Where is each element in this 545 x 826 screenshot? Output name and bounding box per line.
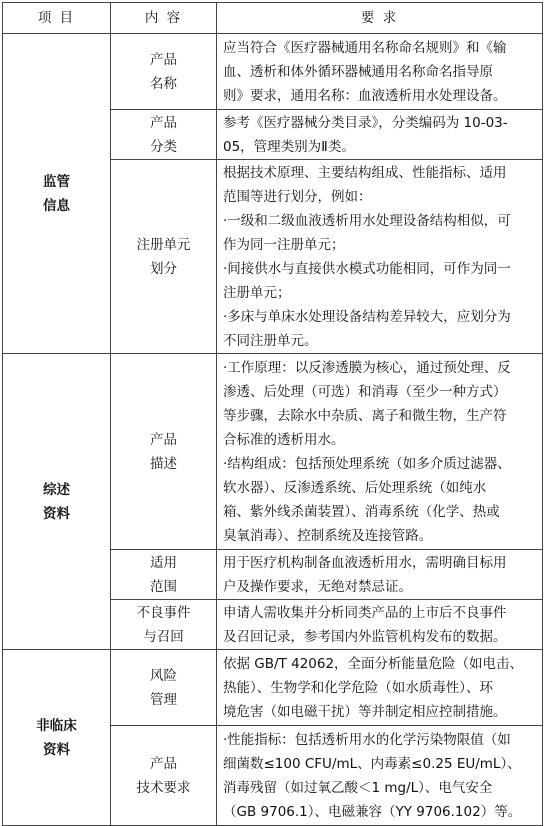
requirement-cell: [217, 34, 543, 110]
category-label-line: 监管: [43, 173, 70, 190]
header-requirement: 要 求: [217, 3, 543, 34]
category-label-line: 资料: [43, 741, 70, 758]
subitem-cell: [111, 650, 217, 726]
requirement-line: 根据技术原理、主要结构组成、性能指标、适用: [223, 164, 507, 181]
requirement-line: 不同注册单元。: [223, 332, 318, 349]
subitem-label-line: 不良事件: [136, 604, 191, 621]
requirement-line: 箱、紫外线杀菌装置）、消毒系统（化学、热或: [223, 503, 500, 520]
requirement-line: 渗透、后处理（可选）和消毒（至少一种方式）: [223, 383, 507, 400]
requirement-line: 05，管理类别为Ⅱ类。: [223, 138, 355, 155]
requirement-line: ·结构组成：包括预处理系统（如多介质过滤器、: [223, 455, 511, 472]
category-cell: [3, 34, 111, 354]
requirement-line: ·一级和二级血液透析用水处理设备结构相似，可: [223, 212, 511, 229]
requirement-line: 范围等进行划分，例如：: [223, 188, 372, 205]
subitem-cell: [111, 354, 217, 550]
requirement-line: 则》要求，通用名称：血液透析用水处理设备。: [223, 87, 507, 104]
subitem-label-line: 风险: [150, 667, 177, 684]
subitem-cell: [111, 160, 217, 354]
requirement-line: 作为同一注册单元；: [223, 236, 345, 253]
subitem-label-line: 范围: [150, 578, 177, 595]
category-cell: [3, 650, 111, 826]
subitem-label-line: 产品: [150, 755, 177, 772]
requirement-cell: [217, 550, 543, 600]
requirement-line: 合标准的透析用水。: [223, 431, 345, 448]
subitem-label-line: 产品: [150, 51, 177, 68]
subitem-label-line: 描述: [150, 455, 177, 472]
requirement-cell: [217, 726, 543, 826]
requirement-cell: [217, 354, 543, 550]
table-row: [3, 354, 543, 550]
requirement-cell: [217, 110, 543, 160]
category-cell: [3, 354, 111, 650]
requirement-line: 热能）、生物学和化学危险（如水质毒性）、环: [223, 679, 493, 696]
subitem-label-line: 与召回: [143, 628, 184, 645]
requirement-line: 参考《医疗器械分类目录》，分类编码为 10-03-: [223, 114, 508, 131]
table-row: [3, 650, 543, 726]
requirement-line: 应当符合《医疗器械通用名称命名规则》和《输: [223, 39, 507, 56]
requirement-cell: [217, 160, 543, 354]
subitem-label-line: 分类: [150, 138, 177, 155]
requirement-line: 依据 GB/T 42062，全面分析能量危险（如电击、: [223, 655, 524, 672]
requirement-line: ·间接供水与直接供水模式功能相同，可作为同一: [223, 260, 511, 277]
subitem-label-line: 管理: [150, 691, 177, 708]
requirement-line: 软水器）、反渗透系统、后处理系统（如纯水: [223, 479, 487, 496]
requirement-line: ·工作原理：以反渗透膜为核心，通过预处理、反: [223, 359, 511, 376]
requirement-line: 细菌数≤100 CFU/mL、内毒素≤0.25 EU/mL）、: [223, 755, 521, 772]
requirement-line: ·多床与单床水处理设备结构差异较大，应划分为: [223, 308, 511, 325]
category-label-line: 资料: [43, 505, 70, 522]
subitem-label-line: 产品: [150, 114, 177, 131]
requirement-line: 等步骤，去除水中杂质、离子和微生物，生产符: [223, 407, 507, 424]
subitem-cell: [111, 600, 217, 650]
category-label-line: 综述: [43, 481, 70, 498]
subitem-cell: [111, 726, 217, 826]
header-item: 项 目: [3, 3, 111, 34]
requirement-line: 申请人需收集并分析同类产品的上市后不良事件: [223, 604, 507, 621]
requirement-line: 臭氧消毒）、控制系统及连接管路。: [223, 527, 433, 544]
requirements-table: [2, 2, 543, 826]
table-header-row: [3, 3, 543, 34]
subitem-label-line: 注册单元: [136, 236, 191, 253]
subitem-cell: [111, 550, 217, 600]
requirement-line: 消毒残留（如过氧乙酸＜1 mg/L）、电气安全: [223, 779, 493, 796]
subitem-label-line: 划分: [150, 260, 177, 277]
subitem-label-line: 技术要求: [136, 779, 191, 796]
requirement-line: 注册单元；: [223, 284, 291, 301]
table-row: [3, 34, 543, 110]
requirement-line: ·性能指标：包括透析用水的化学污染物限值（如: [223, 731, 511, 748]
requirement-line: （GB 9706.1）、电磁兼容（YY 9706.102）等。: [223, 803, 522, 820]
subitem-label-line: 名称: [150, 75, 177, 92]
subitem-label-line: 产品: [150, 431, 177, 448]
subitem-cell: [111, 110, 217, 160]
requirement-line: 血、透析和体外循环器械通用名称命名指导原: [223, 63, 493, 80]
requirement-line: 境危害（如电磁干扰）等并制定相应控制措施。: [223, 703, 507, 720]
requirement-cell: [217, 600, 543, 650]
category-label-line: 信息: [43, 197, 70, 214]
requirement-line: 及召回记录，参考国内外监管机构发布的数据。: [223, 628, 507, 645]
category-label-line: 非临床: [36, 717, 77, 734]
requirement-cell: [217, 650, 543, 726]
requirement-line: 户及操作要求，无绝对禁忌证。: [223, 578, 412, 595]
subitem-cell: [111, 34, 217, 110]
subitem-label-line: 适用: [150, 554, 177, 571]
requirement-line: 用于医疗机构制备血液透析用水，需明确目标用: [223, 554, 507, 571]
header-content: 内 容: [111, 3, 217, 34]
